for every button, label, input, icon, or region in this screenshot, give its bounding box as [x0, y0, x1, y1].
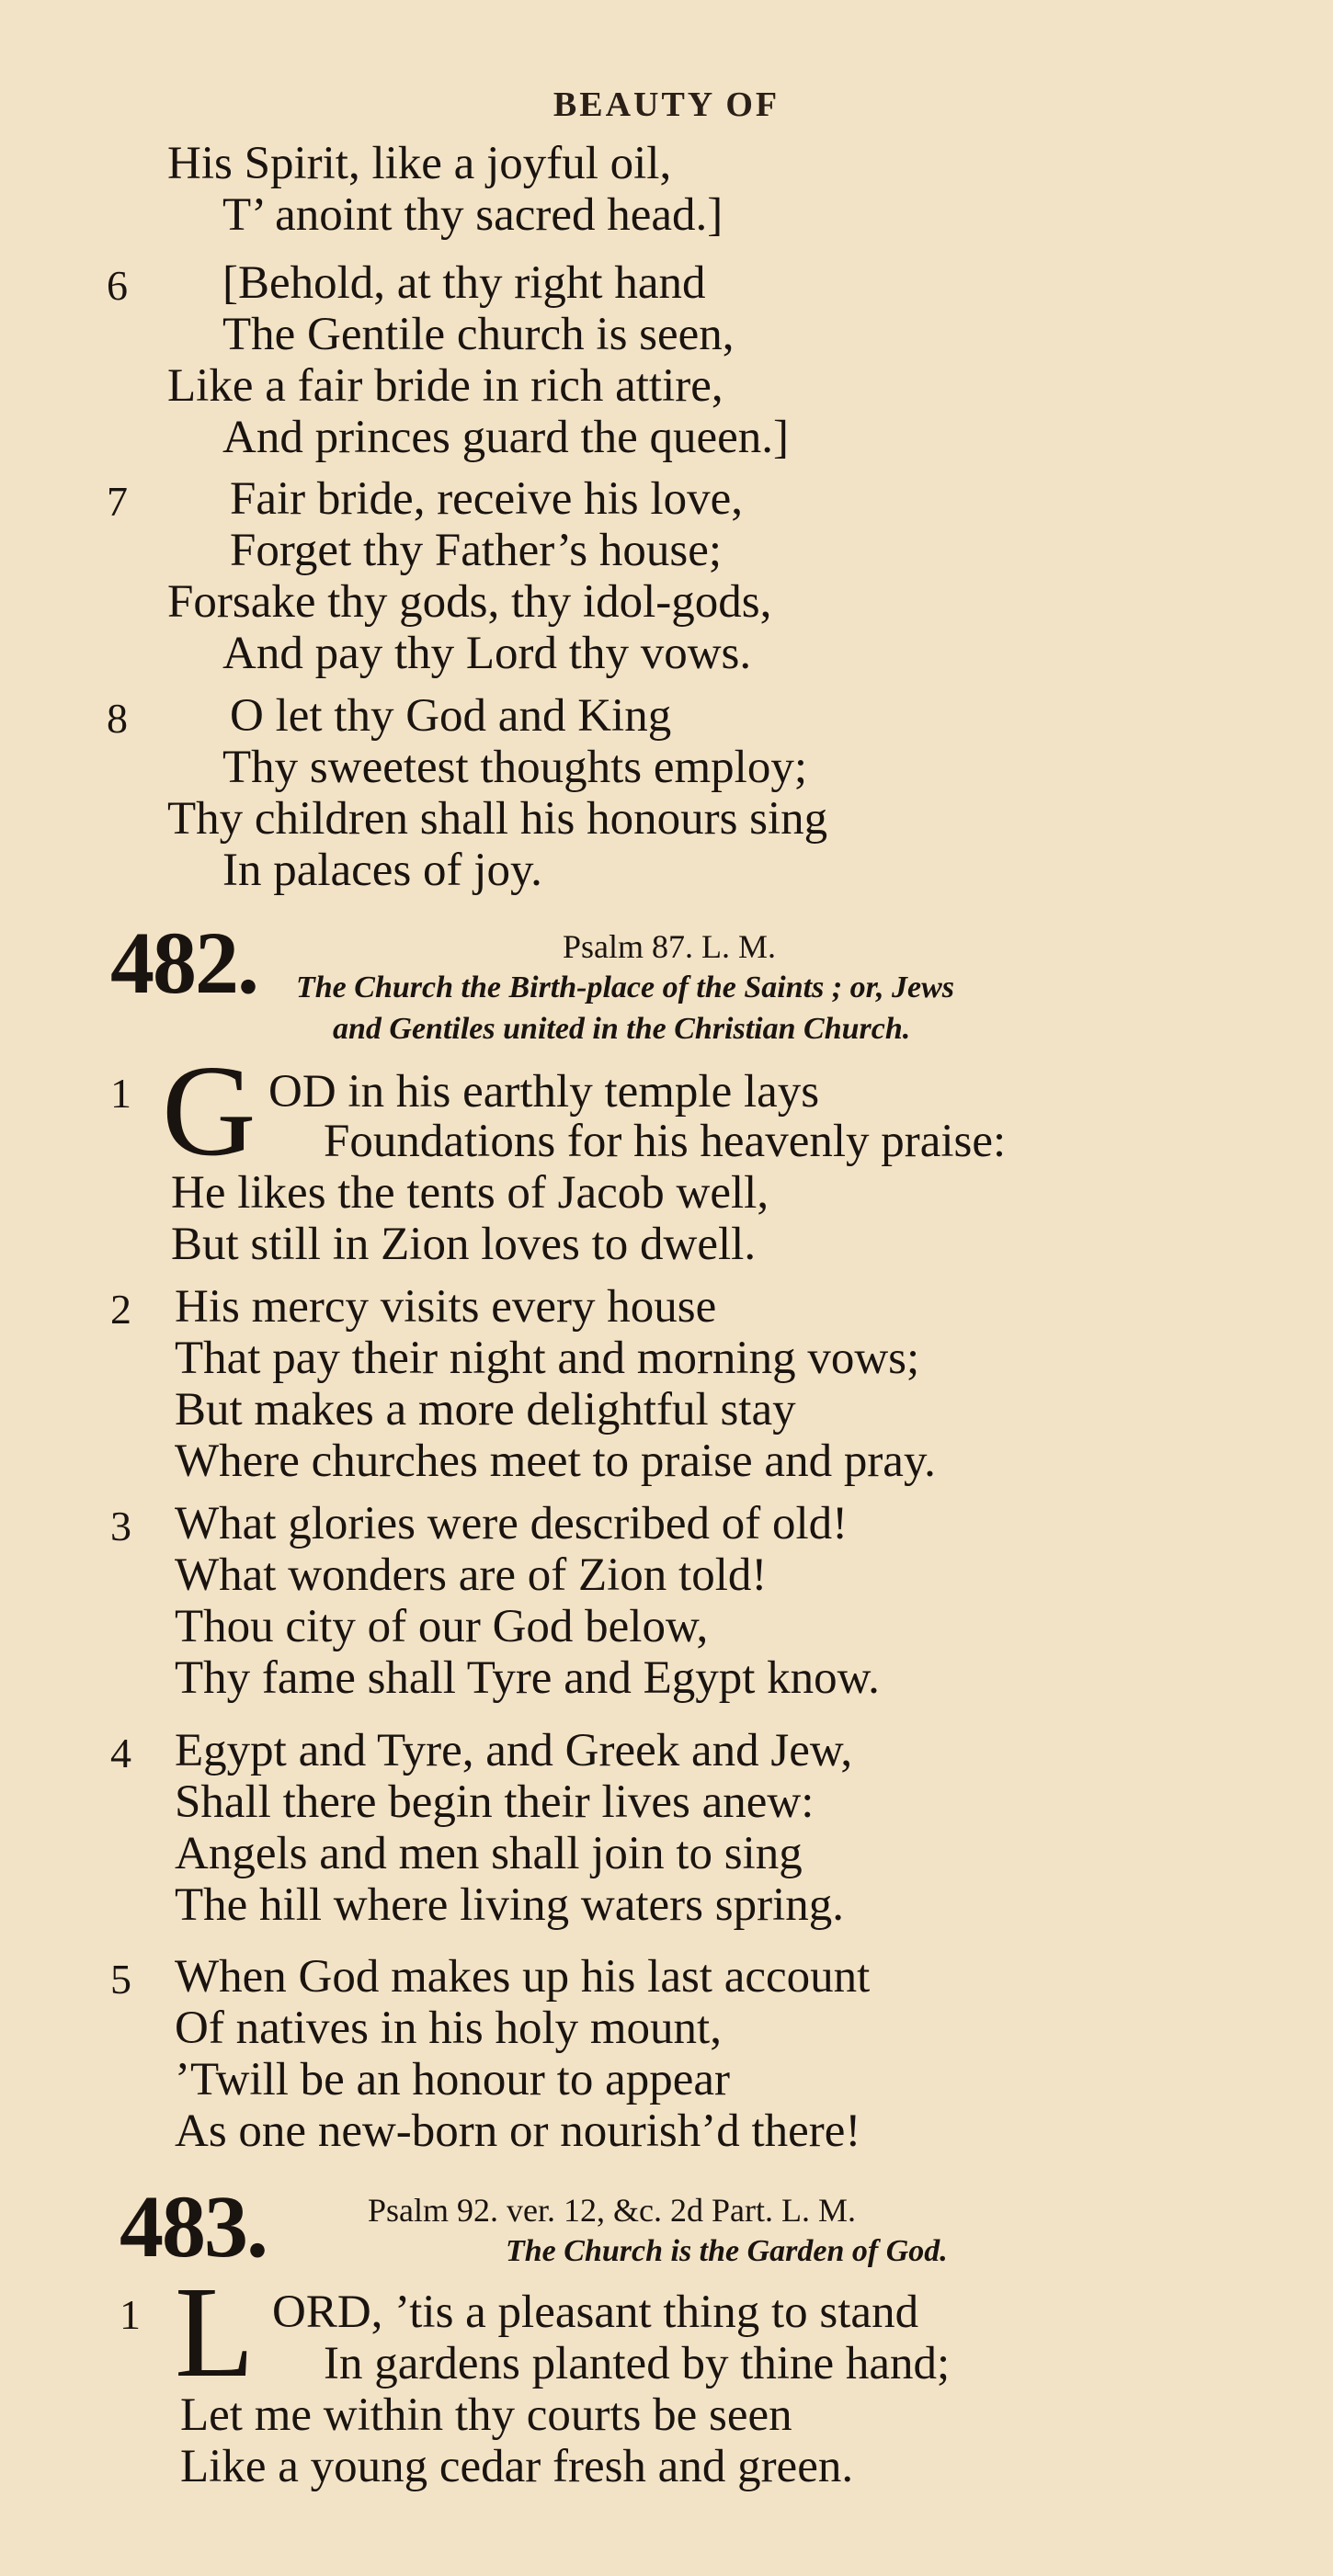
verse-number: 4	[110, 1730, 131, 1776]
verse-number: 6	[107, 262, 128, 309]
verse-number: 2	[110, 1286, 131, 1333]
verse-line: Thou city of our God below,	[175, 1601, 709, 1652]
drop-cap: L	[175, 2259, 255, 2404]
verse-line: OD in his earthly temple lays	[268, 1066, 820, 1118]
verse-line: In gardens planted by thine hand;	[324, 2338, 951, 2389]
verse-line: In palaces of joy.	[222, 845, 542, 896]
verse-line: He likes the tents of Jacob well,	[171, 1167, 769, 1219]
hymn-title: The Church the Birth-place of the Saints ; or, Jews	[296, 970, 954, 1004]
verse-line: When God makes up his last account	[175, 1951, 871, 2003]
hymn-title: and Gentiles united in the Christian Church.	[333, 1012, 911, 1046]
verse-number: 7	[107, 478, 128, 525]
verse-line: T’ anoint thy sacred head.]	[222, 189, 723, 241]
verse-line: Thy fame shall Tyre and Egypt know.	[175, 1652, 880, 1704]
verse-line: ’Twill be an honour to appear	[175, 2054, 730, 2105]
verse-number: 5	[110, 1956, 131, 2003]
verse-line: His mercy visits every house	[175, 1281, 717, 1333]
verse-number: 8	[107, 695, 128, 742]
verse-number: 3	[110, 1503, 131, 1549]
running-head: BEAUTY OF	[553, 85, 780, 124]
verse-line: Forget thy Father’s house;	[230, 525, 723, 576]
drop-cap: G	[162, 1038, 256, 1183]
verse-line: Of natives in his holy mount,	[175, 2003, 722, 2054]
verse-line: His Spirit, like a joyful oil,	[167, 138, 672, 189]
verse-line: Egypt and Tyre, and Greek and Jew,	[175, 1725, 853, 1776]
verse-line: Angels and men shall join to sing	[175, 1828, 803, 1879]
verse-line: Thy sweetest thoughts employ;	[222, 742, 808, 793]
verse-line: But makes a more delightful stay	[175, 1384, 796, 1436]
verse-line: Where churches meet to praise and pray.	[175, 1436, 936, 1487]
verse-line: The hill where living waters spring.	[175, 1879, 844, 1931]
hymn-meta: Psalm 92. ver. 12, &c. 2d Part. L. M.	[368, 2192, 856, 2229]
verse-number: 1	[110, 1070, 131, 1117]
verse-line: Foundations for his heavenly praise:	[324, 1116, 1007, 1167]
verse-line: Let me within thy courts be seen	[180, 2389, 792, 2441]
verse-line: The Gentile church is seen,	[222, 309, 735, 360]
verse-line: As one new-born or nourish’d there!	[175, 2105, 861, 2157]
verse-line: Like a young cedar fresh and green.	[180, 2441, 854, 2492]
verse-line: And pay thy Lord thy vows.	[222, 628, 752, 679]
verse-line: What wonders are of Zion told!	[175, 1549, 768, 1601]
verse-line: Forsake thy gods, thy idol-gods,	[167, 576, 772, 628]
hymn-title: The Church is the Garden of God.	[506, 2234, 948, 2268]
verse-number: 1	[120, 2291, 141, 2338]
verse-line: But still in Zion loves to dwell.	[171, 1219, 757, 1270]
hymn-meta: Psalm 87. L. M.	[563, 928, 777, 965]
verse-line: [Behold, at thy right hand	[222, 257, 706, 309]
verse-line: Thy children shall his honours sing	[167, 793, 828, 845]
verse-line: Fair bride, receive his love,	[230, 473, 743, 525]
verse-line: That pay their night and morning vows;	[175, 1333, 920, 1384]
verse-line: O let thy God and King	[230, 690, 672, 742]
verse-line: Shall there begin their lives anew:	[175, 1776, 815, 1828]
hymn-number: 483.	[120, 2177, 267, 2275]
verse-line: What glories were described of old!	[175, 1498, 849, 1549]
verse-line: Like a fair bride in rich attire,	[167, 360, 723, 412]
verse-line: And princes guard the queen.]	[222, 412, 790, 463]
hymn-number: 482.	[110, 914, 257, 1012]
verse-line: ORD, ’tis a pleasant thing to stand	[272, 2287, 919, 2338]
